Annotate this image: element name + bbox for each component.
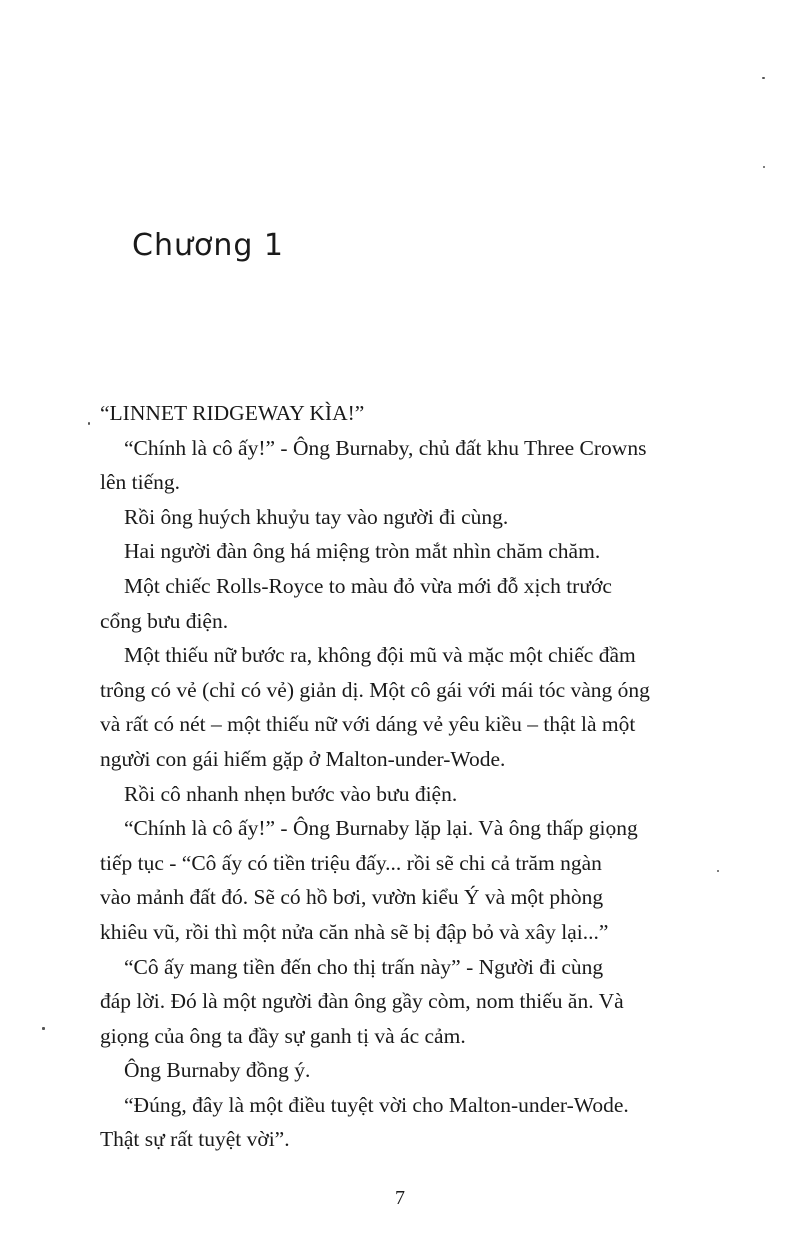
- chapter-title: Chương 1: [132, 228, 285, 263]
- chapter-body: [100, 396, 710, 1157]
- paragraph-line: “Cô ấy mang tiền đến cho thị trấn này” - Người đi cùng: [124, 954, 604, 979]
- scan-speck: [88, 422, 90, 425]
- paragraph-line: Rồi ông huých khuỷu tay vào người đi cùng.: [124, 504, 509, 529]
- paragraph-line: Hai người đàn ông há miệng tròn mắt nhìn chăm chăm.: [124, 539, 601, 564]
- page-number: 7: [395, 1187, 405, 1209]
- paragraph-line: “LINNET RIDGEWAY KÌA!”: [100, 401, 365, 425]
- paragraph-line: lên tiếng.: [100, 470, 181, 495]
- paragraph-line: vào mảnh đất đó. Sẽ có hồ bơi, vườn kiểu Ý và một phòng: [100, 885, 604, 910]
- paragraph-line: giọng của ông ta đầy sự ganh tị và ác cảm.: [100, 1023, 466, 1048]
- paragraph-line: Một thiếu nữ bước ra, không đội mũ và mặc một chiếc đầm: [124, 643, 636, 668]
- scan-speck: [762, 77, 765, 79]
- scan-speck: [42, 1027, 45, 1030]
- paragraph-line: cổng bưu điện.: [100, 608, 229, 633]
- paragraph-line: “Đúng, đây là một điều tuyệt vời cho Malton-under-Wode.: [124, 1092, 629, 1117]
- paragraph-line: Thật sự rất tuyệt vời”.: [100, 1127, 290, 1152]
- paragraph-line: đáp lời. Đó là một người đàn ông gầy còm, nom thiếu ăn. Và: [100, 989, 624, 1014]
- scan-speck: [717, 870, 719, 872]
- paragraph-line: “Chính là cô ấy!” - Ông Burnaby, chủ đất khu Three Crowns: [124, 435, 647, 460]
- paragraph-line: Một chiếc Rolls-Royce to màu đỏ vừa mới đỗ xịch trước: [124, 573, 612, 598]
- paragraph-line: trông có vẻ (chỉ có vẻ) giản dị. Một cô gái với mái tóc vàng óng: [100, 677, 650, 702]
- paragraph-line: Ông Burnaby đồng ý.: [124, 1058, 311, 1083]
- paragraph-line: người con gái hiếm gặp ở Malton-under-Wode.: [100, 746, 506, 771]
- paragraph-line: khiêu vũ, rồi thì một nửa căn nhà sẽ bị đập bỏ và xây lại...”: [100, 919, 609, 944]
- paragraph-line: “Chính là cô ấy!” - Ông Burnaby lặp lại. Và ông thấp giọng: [124, 816, 638, 841]
- paragraph-line: Rồi cô nhanh nhẹn bước vào bưu điện.: [124, 781, 458, 806]
- paragraph-line: tiếp tục - “Cô ấy có tiền triệu đấy... rồi sẽ chi cả trăm ngàn: [100, 850, 602, 875]
- scan-speck: [763, 166, 765, 168]
- paragraph-line: và rất có nét – một thiếu nữ với dáng vẻ yêu kiều – thật là một: [100, 712, 636, 737]
